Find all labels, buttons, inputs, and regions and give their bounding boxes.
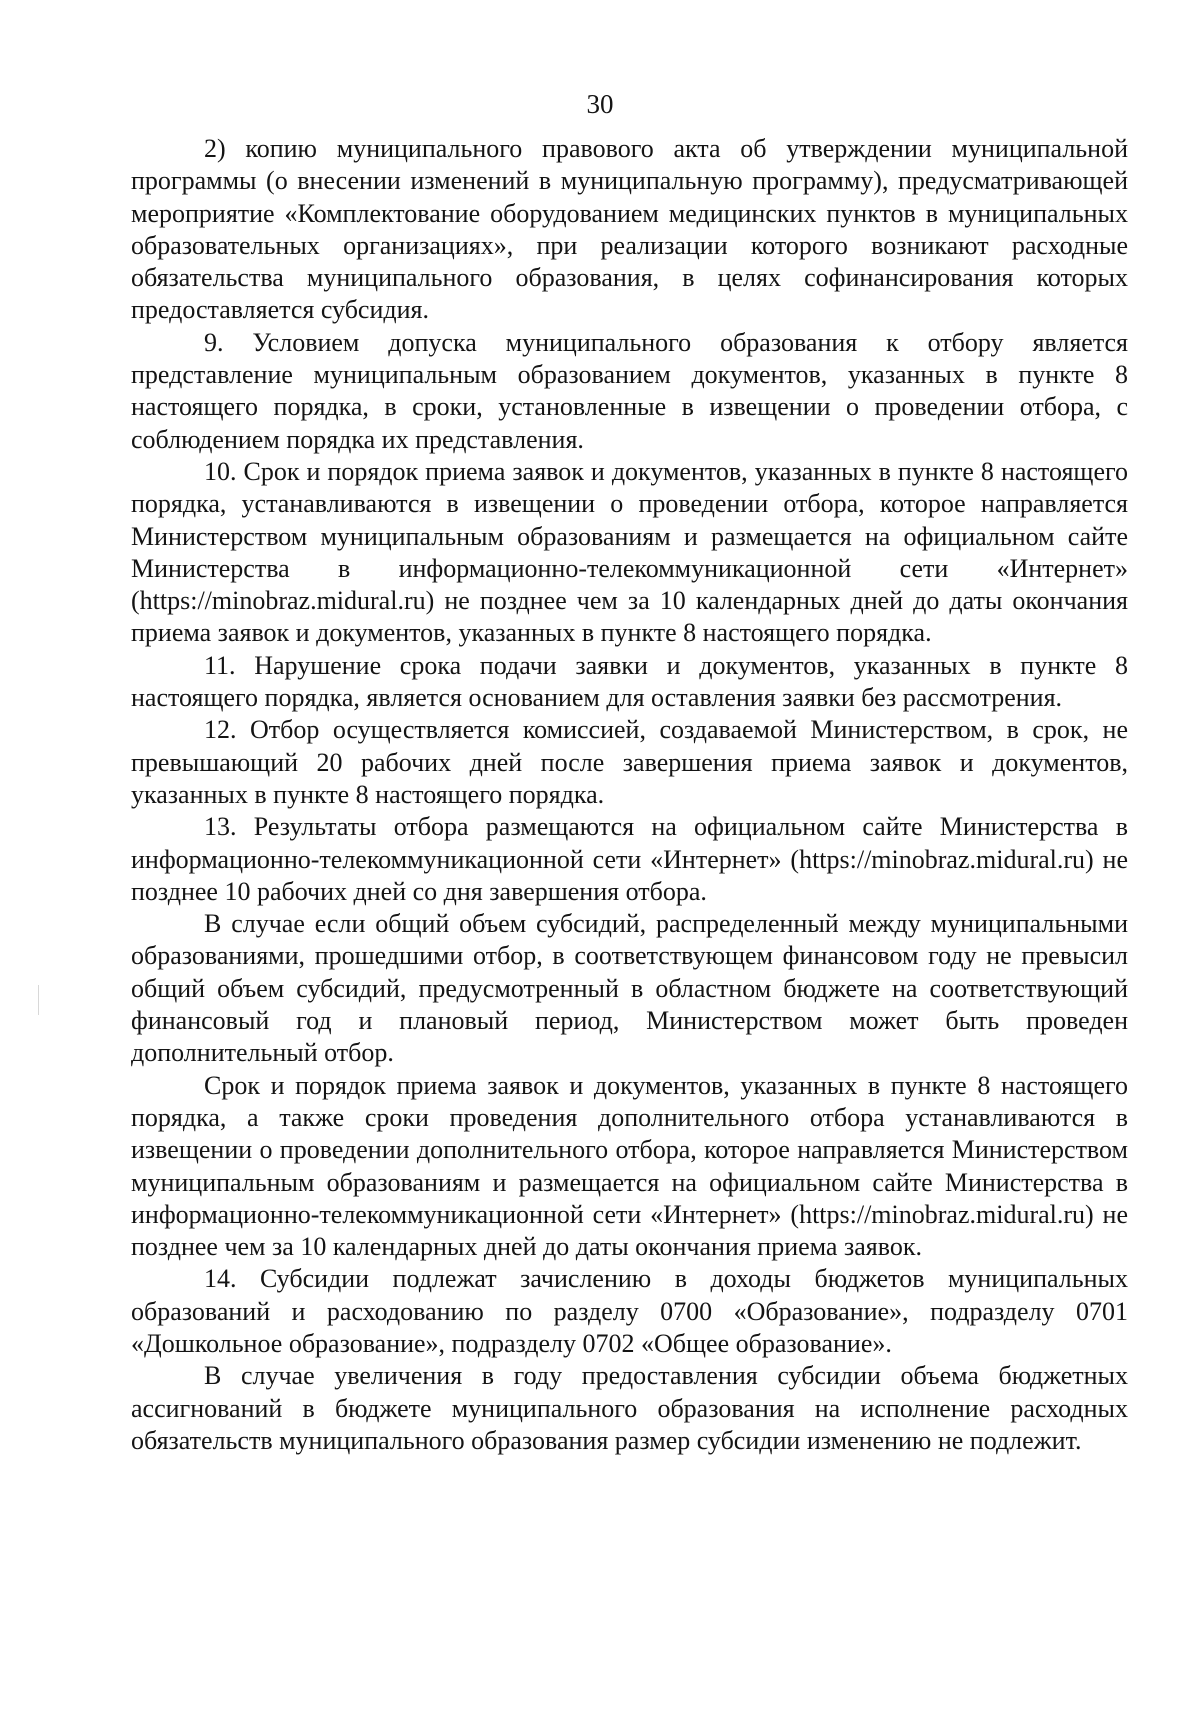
document-body — [131, 133, 1128, 1457]
paragraph-14-subsidy-size: В случае увеличения в году предоставления субсидии объема бюджетных ассигнований в бюджете муниципального образования на исполнение расходных обязательств муниципального образования размер субсидии изменению не подлежит. — [131, 1361, 1128, 1455]
paragraph-13-additional-selection: В случае если общий объем субсидий, распределенный между муниципальными образованиями, прошедшими отбор, в соответствующем финансовом году не превысил общий объем субсидий, предусмотренный в областном бюджете на соответствующий финансовый год и плановый период, Министерством может быть проведен дополнительный отбор. — [131, 909, 1128, 1068]
paragraph-8-2: 2) копию муниципального правового акта об утверждении муниципальной программы (о внесении изменений в муниципальную программу), предусматривающей мероприятие «Комплектование оборудованием медицинских пунктов в муниципальных образовательных организациях», при реализации которого возникают расходные обязательства муниципального образования, в целях софинансирования которых предоставляется субсидия. — [131, 134, 1128, 325]
paragraph-13: 13. Результаты отбора размещаются на официальном сайте Министерства в информационно-телекоммуникационной сети «Интернет» (https://minobraz.midural.ru) не позднее 10 рабочих дней со дня завершения отбора. — [131, 812, 1128, 906]
paragraph-10: 10. Срок и порядок приема заявок и документов, указанных в пункте 8 настоящего порядка, устанавливаются в извещении о проведении отбора, которое направляется Министерством муниципальным образованиям и размещается на официальном сайте Министерства в информационно-телекоммуникационной сети «Интернет» (https://minobraz.midural.ru) не позднее чем за 10 календарных дней до даты окончания приема заявок и документов, указанных в пункте 8 настоящего порядка. — [131, 456, 1128, 648]
paragraph-14: 14. Субсидии подлежат зачислению в доходы бюджетов муниципальных образований и расходованию по разделу 0700 «Образование», подразделу 0701 «Дошкольное образование», подразделу 0702 «Общее образование». — [131, 1264, 1128, 1358]
scan-artifact — [38, 985, 39, 1015]
page-number: 30 — [586, 89, 614, 119]
paragraph-13-deadlines: Срок и порядок приема заявок и документов, указанных в пункте 8 настоящего порядка, а также сроки проведения дополнительного отбора устанавливаются в извещении о проведении дополнительного отбора, которое направляется Министерством муниципальным образованиям и размещается на официальном сайте Министерства в информационно-телекоммуникационной сети «Интернет» (https://minobraz.midural.ru) не позднее чем за 10 календарных дней до даты окончания приема заявок. — [131, 1070, 1128, 1262]
paragraph-12: 12. Отбор осуществляется комиссией, создаваемой Министерством, в срок, не превышающий 20 рабочих дней после завершения приема заявок и документов, указанных в пункте 8 настоящего порядка. — [131, 715, 1128, 809]
paragraph-9: 9. Условием допуска муниципального образования к отбору является представление муниципальным образованием документов, указанных в пункте 8 настоящего порядка, в сроки, установленные в извещении о проведении отбора, с соблюдением порядка их представления. — [131, 327, 1128, 454]
paragraph-11: 11. Нарушение срока подачи заявки и документов, указанных в пункте 8 настоящего порядка, является основанием для оставления заявки без рассмотрения. — [131, 650, 1128, 713]
